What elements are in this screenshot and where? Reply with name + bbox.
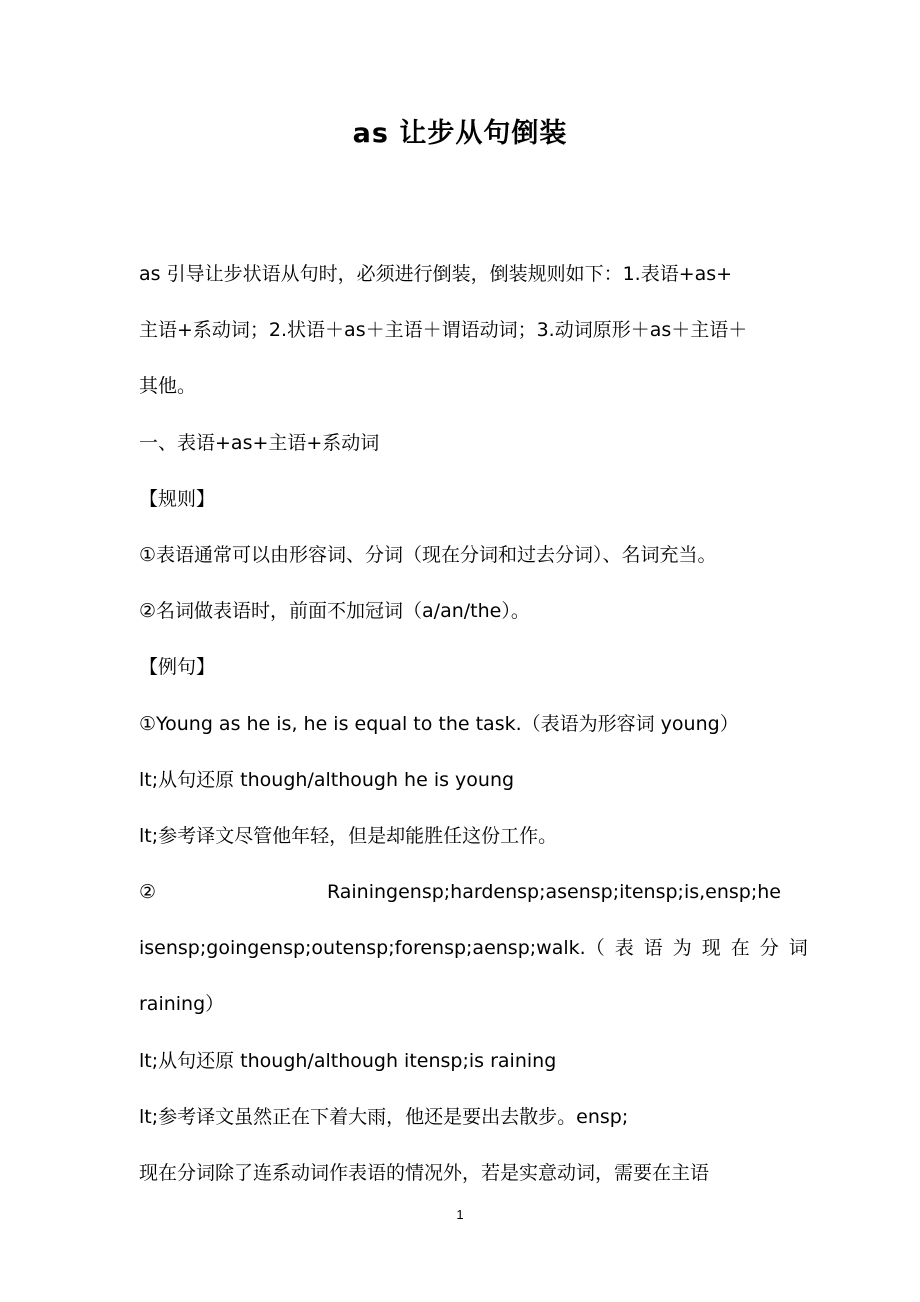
example-sentence-2-text: Rainingensp;hardensp;asensp;itensp;is,ensp;he — [326, 881, 781, 904]
example-sentence-2-note: （表语为现在分词 — [585, 937, 818, 960]
paragraph-line: 现在分词除了连系动词作表语的情况外，若是实意动词，需要在主语 — [139, 1162, 710, 1184]
example-sentence-2-continuation: isensp;goingensp;outensp;forensp;aensp;walk. — [139, 937, 586, 960]
paragraph-line: 主语+系动词；2.状语＋as＋主语＋谓语动词；3.动词原形＋as＋主语＋ — [139, 319, 748, 342]
translation-line: lt;参考译文尽管他年轻，但是却能胜任这份工作。 — [139, 824, 558, 847]
translation-line: lt;参考译文虽然正在下着大雨，他还是要出去散步。ensp; — [139, 1105, 629, 1128]
rule-heading: 【规则】 — [139, 487, 216, 510]
page-title: as 让步从句倒装 — [352, 118, 568, 149]
section-heading: 一、表语+as+主语+系动词 — [139, 431, 380, 454]
example-sentence-2-line-2 — [139, 920, 818, 976]
clause-restore-line: lt;从句还原 though/although itensp;is raining — [139, 1049, 557, 1072]
page-number: 1 — [456, 1207, 464, 1222]
example-marker: ② — [139, 881, 157, 904]
clause-restore-line: lt;从句还原 though/although he is young — [139, 768, 515, 791]
paragraph-line: as 引导让步状语从句时，必须进行倒装，倒装规则如下：1.表语+as+ — [139, 263, 733, 285]
document-body — [139, 246, 818, 1201]
rule-item: ①表语通常可以由形容词、分词（现在分词和过去分词）、名词充当。 — [139, 543, 717, 566]
example-sentence-2-line-1 — [139, 864, 781, 920]
example-sentence-2-line-3: raining） — [139, 993, 225, 1016]
example-sentence: ①Young as he is, he is equal to the task.（表语为形容词 young） — [139, 712, 739, 735]
paragraph-line: 其他。 — [139, 375, 197, 398]
rule-item: ②名词做表语时，前面不加冠词（a/an/the）。 — [139, 600, 530, 623]
example-heading: 【例句】 — [139, 656, 216, 679]
